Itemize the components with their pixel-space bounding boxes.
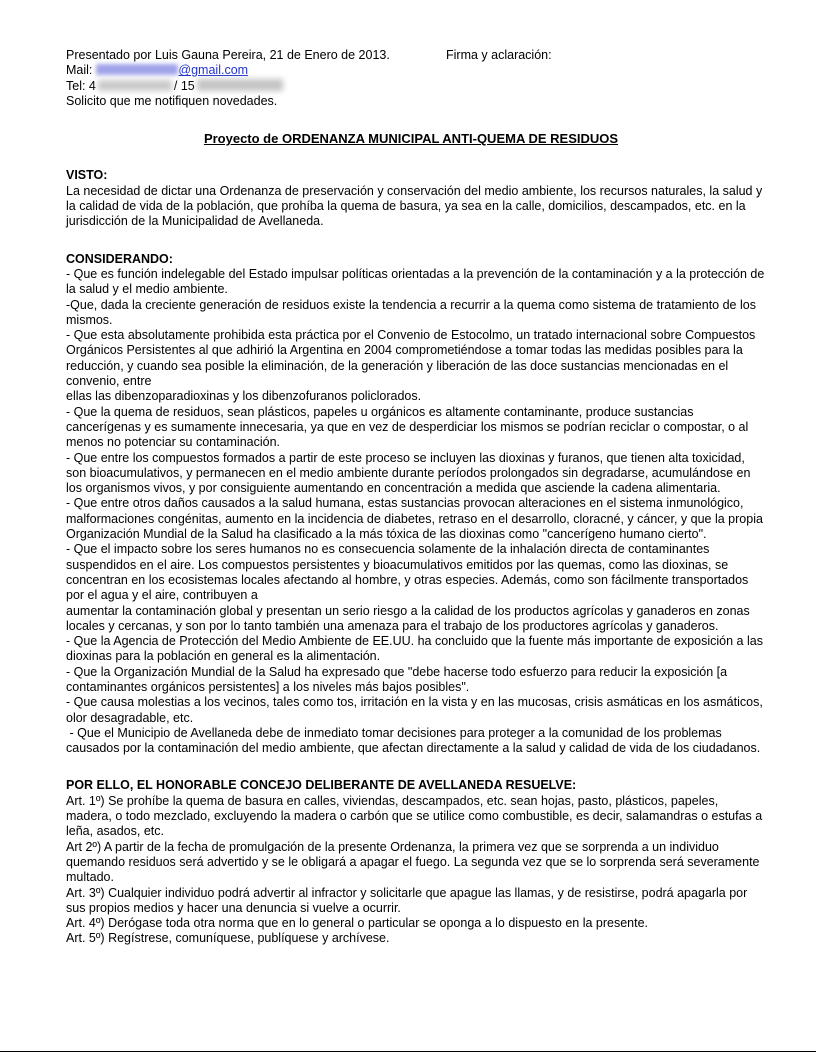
signature-label: Firma y aclaración: — [446, 48, 552, 62]
mail-domain-link[interactable]: @gmail.com — [178, 63, 249, 78]
tel-separator: / 15 — [173, 78, 195, 93]
mail-line — [66, 63, 766, 78]
document-title: Proyecto de ORDENANZA MUNICIPAL ANTI-QUEMA DE RESIDUOS — [203, 131, 619, 147]
considerando-item: - Que el impacto sobre los seres humanos no es consecuencia solamente de la inhalación directa de contaminantes suspendidos en el aire. Los compuestos persistentes y bioacumulativos emitidos por las quemas, como las dioxinas, se concentran en los ecosistemas locales afectando al hombre, y otras especies. Además, como son fácilmente transportados por el agua y el aire, contribuyen a — [66, 542, 756, 603]
tel-prefix: Tel: 4 — [66, 78, 96, 93]
considerando-heading: CONSIDERANDO: — [66, 251, 173, 266]
considerando-item: - Que la quema de residuos, sean plásticos, papeles u orgánicos es altamente contaminante, produce sustancias cancerígenas y es sumamente innecesaria, ya que en vez de desperdiciar los mismos se podrían reciclar o compostar, o al menos no potenciar su contaminación. — [66, 404, 752, 450]
article-item: Art. 5º) Regístrese, comuníquese, publíquese y archívese. — [66, 931, 390, 946]
header-block — [66, 48, 766, 109]
visto-heading: VISTO: — [66, 168, 108, 183]
considerando-item: - Que causa molestias a los vecinos, tales como tos, irritación en la vista y en las mucosas, crisis asmáticas en los asmáticos, olor desagradable, etc. — [66, 695, 767, 725]
document-page — [66, 48, 766, 947]
considerando-item: - Que esta absolutamente prohibida esta práctica por el Convenio de Estocolmo, un tratado internacional sobre Compuestos Orgánicos Persistentes al que adhirió la Argentina en 2004 comprometiéndose a tomar todas las medidas posibles para la reducción, y cuando sea posible la eliminación, de la generación y liberación de las doce sustancias mencionadas en el convenio, entre — [66, 328, 759, 389]
article-item: Art. 4º) Derógase toda otra norma que en lo general o particular se oponga a lo dispuesto en la presente. — [66, 916, 649, 931]
considerando-item: - Que entre los compuestos formados a partir de este proceso se incluyen las dioxinas y furanos, que tienen alta toxicidad, son bioacumulativos, y permanecen en el medio ambiente durante períodos prolongados sin degradarse, acumulándose en los organismos vivos, y por consiguiente aumentando en concentración a medida que asciende la cadena alimentaria. — [66, 450, 754, 496]
considerando-item: - Que la Agencia de Protección del Medio Ambiente de EE.UU. ha concluido que la fuente más importante de exposición a las dioxinas para la población en general es la alimentación. — [66, 634, 767, 664]
considerando-item: -Que, dada la creciente generación de residuos existe la tendencia a recurrir a la quema como sistema de tratamiento de los mismos. — [66, 297, 760, 327]
bottom-divider — [0, 1051, 816, 1052]
considerando-item: - Que es función indelegable del Estado impulsar políticas orientadas a la prevención de la contaminación y a la protección de la salud y el medio ambiente. — [66, 266, 768, 297]
article-item: Art. 1º) Se prohíbe la quema de basura en calles, viviendas, descampados, etc. sean hojas, pasto, plásticos, papeles, madera, o todo mezclado, excluyendo la madera o carbón que se utilice como combustible, es decir, salamandras o estufas a leña, asados, etc. — [66, 793, 766, 839]
resuelve-heading: POR ELLO, EL HONORABLE CONCEJO DELIBERANTE DE AVELLANEDA RESUELVE: — [66, 778, 577, 793]
considerando-list — [66, 267, 766, 757]
considerando-item: - Que el Municipio de Avellaneda debe de inmediato tomar decisiones para proteger a la comunidad de los problemas causados por la contaminación del medio ambiente, que afectan directamente a la salud y calidad de vida de los ciudadanos. — [66, 725, 761, 756]
considerando-item: ellas las dibenzoparadioxinas y los dibenzofuranos policlorados. — [66, 389, 422, 404]
mail-label: Mail: — [66, 63, 93, 78]
redacted-mail-user — [96, 64, 178, 75]
visto-text: La necesidad de dictar una Ordenanza de preservación y conservación del medio ambiente, los recursos naturales, la salud y la calidad de vida de la población, que prohíba la quema de basura, ya sea en la calle, domicilios, descampados, etc. en la jurisdicción de la Municipalidad de Avellaneda. — [66, 183, 763, 229]
articles-list — [66, 794, 766, 947]
considerando-item: - Que entre otros daños causados a la salud humana, estas sustancias provocan alteraciones en el sistema inmunológico, malformaciones congénitas, aumento en la incidencia de diabetes, retraso en el desarrollo, cloracné, y cáncer, y que la propia Organización Mundial de la Salud ha clasificado a la más tóxica de las dioxinas como "cancerígeno humano cierto". — [66, 496, 767, 542]
notify-line: Solicito que me notifiquen novedades. — [66, 93, 278, 108]
considerando-item: - Que la Organización Mundial de la Salud ha expresado que "debe hacerse todo esfuerzo para reducir la exposición [a contaminantes orgánicos persistentes] a los niveles más bajos posibles". — [66, 664, 731, 694]
article-item: Art 2º) A partir de la fecha de promulgación de la presente Ordenanza, la primera vez que se sorprenda a un individuo quemando residuos será advertido y se le obligará a apagar el fuego. La segunda vez que se lo sorprenda será severamente multado. — [66, 839, 763, 885]
redacted-tel-1 — [98, 80, 172, 91]
redacted-tel-2 — [197, 79, 283, 91]
presented-by-line: Presentado por Luis Gauna Pereira, 21 de Enero de 2013. — [66, 48, 390, 62]
article-item: Art. 3º) Cualquier individuo podrá advertir al infractor y solicitarle que apague las llamas, y de resistirse, podrá apagarla por sus propios medios y hacer una denuncia si vuelve a ocurrir. — [66, 885, 751, 915]
considerando-item: aumentar la contaminación global y presentan un serio riesgo a la calidad de los productos agrícolas y ganaderos en zonas locales y cercanas, y son por lo tanto también una amenaza para el trabajo de los productores agrícolas y ganaderos. — [66, 603, 754, 633]
tel-line — [66, 79, 766, 94]
